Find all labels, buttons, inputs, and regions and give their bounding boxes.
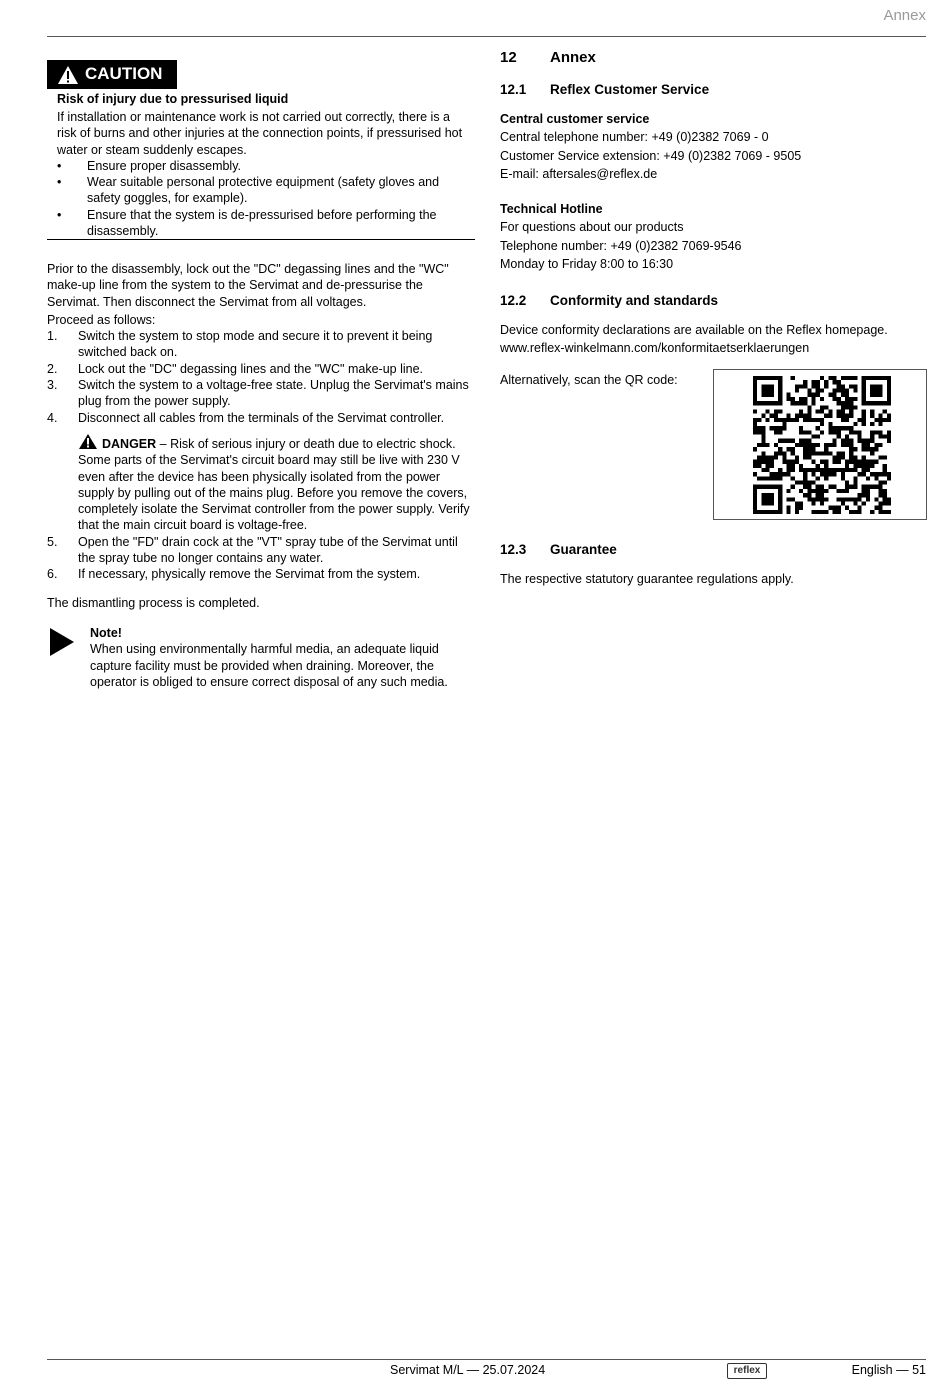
step-item: 1. Switch the system to stop mode and secure it to prevent it being switched back on.: [47, 329, 433, 360]
caution-body: [57, 109, 467, 239]
steps-list-continued: [47, 534, 475, 583]
running-header: Annex: [883, 7, 926, 24]
hotline-line: Telephone number: +49 (0)2382 7069-9546: [500, 238, 742, 253]
danger-triangle-icon: [78, 433, 98, 450]
caution-title: Risk of injury due to pressurised liquid: [57, 92, 289, 106]
contact-line: E-mail: aftersales@reflex.de: [500, 166, 658, 181]
caution-bullet: • Wear suitable personal protective equipment (safety gloves and safety goggles, for example).: [57, 174, 467, 207]
section-heading-guarantee: 12.3 Guarantee: [500, 542, 617, 557]
reflex-logo: reflex: [727, 1363, 767, 1379]
danger-label: DANGER: [102, 436, 157, 451]
step-item: 4. Disconnect all cables from the terminals of the Servimat controller.: [47, 410, 445, 425]
section-heading-conformity: 12.2 Conformity and standards: [500, 293, 719, 308]
customer-service-block: [500, 111, 926, 272]
conformity-block: [500, 322, 926, 357]
caution-bullet: • Ensure that the system is de-pressurised before performing the disassembly.: [57, 207, 467, 240]
disassembly-intro: Prior to the disassembly, lock out the "DC" degassing lines and the "WC" make-up line from the system to the Servimat and de-pressurise the Servimat. Then disconnect the Servimat from all voltages.: [47, 262, 449, 309]
conformity-text: Device conformity declarations are available on the Reflex homepage.: [500, 323, 888, 337]
note-block: [90, 625, 475, 690]
guarantee-text: The respective statutory guarantee regulations apply.: [500, 572, 794, 586]
disassembly-section: [47, 261, 475, 611]
step-item: 5. Open the "FD" drain cock at the "VT" spray tube of the Servimat until the spray tube no longer contains any water.: [47, 534, 458, 566]
central-service-heading: Central customer service: [500, 112, 650, 126]
section-heading-customer-service: 12.1 Reflex Customer Service: [500, 82, 710, 97]
steps-list: [47, 328, 475, 426]
note-text: When using environmentally harmful media, an adequate liquid capture facility must be provided when draining. Moreover, the operator is obliged to ensure correct disposal of any such media.: [90, 642, 448, 689]
danger-text: – Risk of serious injury or death due to electric shock. Some parts of the Servimat's circuit board may still be live with 230 V even after the device has been physically isolated from the power supply by pulling out of the mains plug. Before you remove the covers, completely isolate the Servimat controller from the power supply. Verify that the main circuit board is voltage-free.: [78, 436, 470, 533]
footer-page-number: English — 51: [851, 1363, 926, 1377]
qr-caption: Alternatively, scan the QR code:: [500, 373, 678, 387]
contact-line: Customer Service extension: +49 (0)2382 7069 - 9505: [500, 148, 802, 163]
hotline-line: Monday to Friday 8:00 to 16:30: [500, 257, 674, 272]
caution-badge: [47, 60, 177, 89]
completed-text: The dismantling process is completed.: [47, 595, 260, 610]
qr-code-image[interactable]: [753, 376, 891, 514]
section-heading-annex: 12 Annex: [500, 49, 596, 66]
danger-warning: [47, 433, 475, 534]
conformity-url[interactable]: www.reflex-winkelmann.com/konformitaetserklaerungen: [500, 341, 810, 356]
footer-doc-info: Servimat M/L — 25.07.2024: [390, 1363, 546, 1377]
caution-bullet: • Ensure proper disassembly.: [57, 158, 467, 174]
note-arrow-icon: [49, 627, 75, 657]
proceed-label: Proceed as follows:: [47, 312, 156, 327]
note-title: Note!: [90, 626, 122, 640]
step-item: 6. If necessary, physically remove the Servimat from the system.: [47, 567, 421, 582]
hotline-line: For questions about our products: [500, 220, 684, 235]
step-item: 3. Switch the system to a voltage-free state. Unplug the Servimat's mains plug from the power supply.: [47, 378, 469, 409]
hotline-heading: Technical Hotline: [500, 202, 603, 217]
warning-triangle-icon: [57, 65, 79, 85]
contact-line: Central telephone number: +49 (0)2382 7069 - 0: [500, 130, 769, 145]
qr-code-frame: [713, 369, 927, 520]
caution-text: If installation or maintenance work is not carried out correctly, there is a risk of burns and other injuries at the connection points, if pressurised hot water or steam suddenly escapes.: [57, 110, 463, 157]
step-item: 2. Lock out the "DC" degassing lines and the "WC" make-up line.: [47, 361, 424, 376]
header-rule: [47, 36, 926, 37]
caution-bottom-rule: [47, 239, 475, 240]
footer-rule: [47, 1359, 926, 1360]
caution-label: CAUTION: [85, 64, 163, 84]
